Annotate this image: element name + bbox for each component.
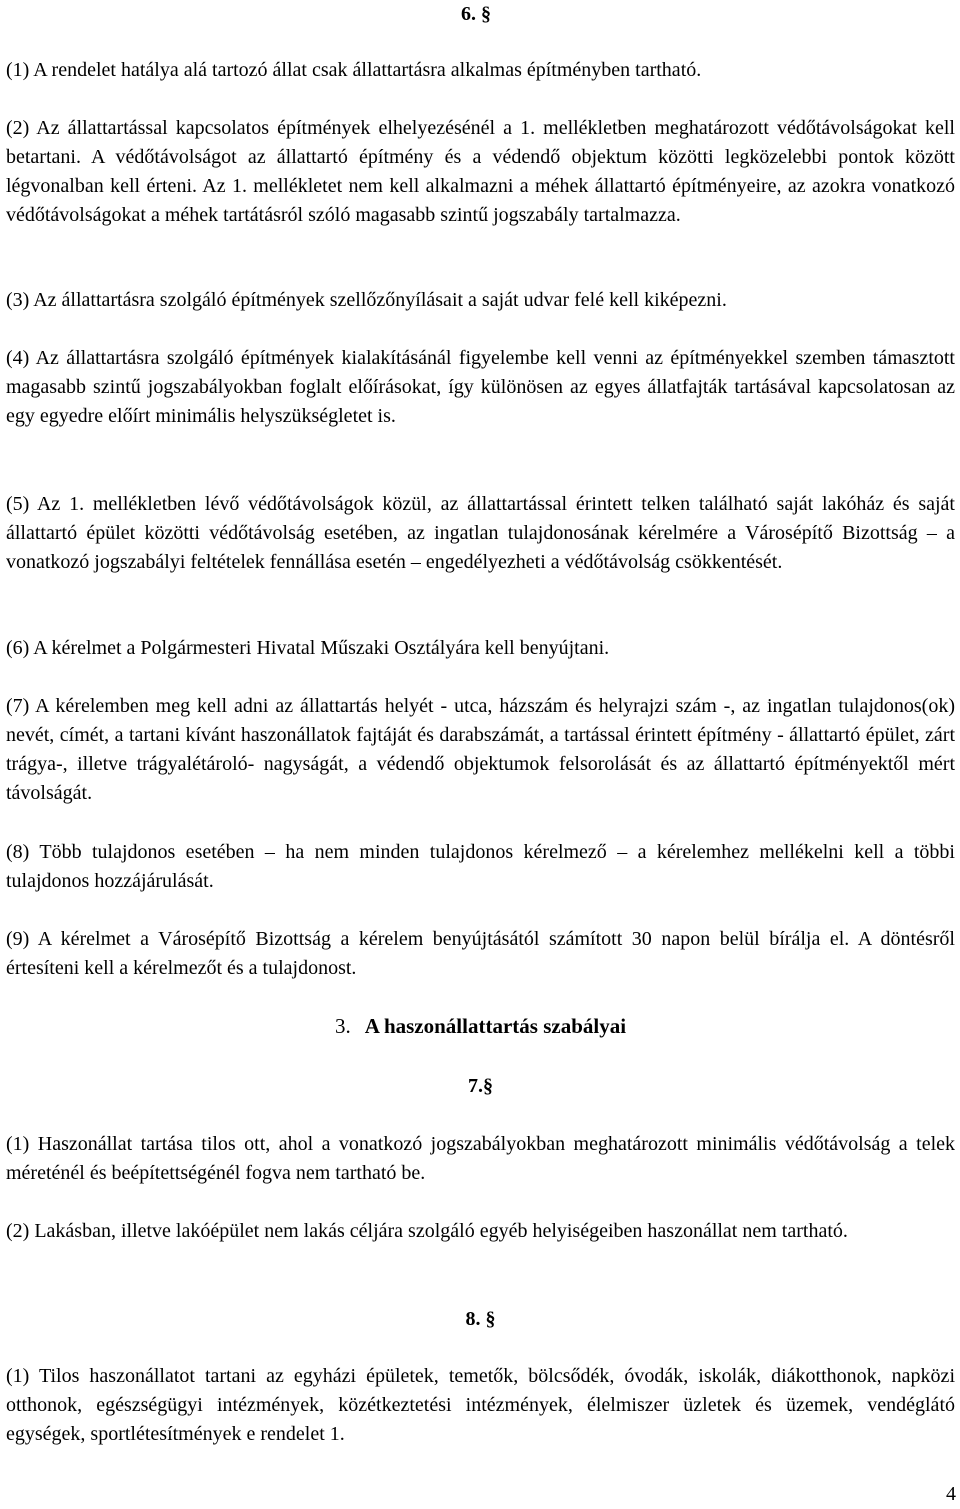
chapter-title: A haszonállattartás szabályai	[364, 1014, 627, 1038]
paragraph-text: (3) Az állattartásra szolgáló építmények szellőzőnyílásait a saját udvar felé kell kiképezni.	[6, 289, 727, 311]
page-number: 4	[946, 1483, 956, 1505]
paragraph-text: (7) A kérelemben meg kell adni az állattartás helyét - utca, házszám és helyrajzi szám -, az ingatlan tulajdonos(ok) nevét, címét, a tartani kívánt haszonállatok fajtáját és darabszámát, a tartással érintett építmény - állattartó épület, zárt trágya-, illetve trágyalétároló- nagyságát, a védendő objektumok felsorolását és az állattartó építményektől mért távolságát.	[6, 695, 955, 804]
paragraph-text: (9) A kérelmet a Városépítő Bizottság a kérelem benyújtásától számított 30 napon belül bírálja el. A döntésről értesíteni kell a kérelmezőt és a tulajdonost.	[6, 928, 955, 979]
section-6-paragraph-5	[6, 490, 955, 577]
chapter-3-heading	[6, 1012, 955, 1041]
section-6-paragraph-4	[6, 344, 955, 431]
section-6-paragraph-2	[6, 114, 955, 230]
section-6-paragraph-3	[6, 286, 955, 315]
section-8-heading: 8. §	[465, 1308, 496, 1330]
paragraph-text: (5) Az 1. mellékletben lévő védőtávolságok közül, az állattartással érintett telken található saját lakóház és saját állattartó épület közötti védőtávolság esetében, az ingatlan tulajdonosának kérelmére a Városépítő Bizottság – a vonatkozó jogszabályi feltételek fennállása esetén – engedélyezheti a védőtávolság csökkentését.	[6, 493, 955, 573]
section-7-paragraph-2	[6, 1217, 955, 1246]
paragraph-text: (1) A rendelet hatálya alá tartozó állat csak állattartásra alkalmas építményben tartható.	[6, 59, 702, 81]
section-6-heading: 6. §	[461, 3, 491, 25]
paragraph-text: (8) Több tulajdonos esetében – ha nem minden tulajdonos kérelmező – a kérelemhez mellékelni kell a többi tulajdonos hozzájárulását.	[6, 841, 955, 892]
section-6-paragraph-6	[6, 634, 955, 663]
chapter-number: 3.	[334, 1014, 351, 1038]
section-7-paragraph-1	[6, 1130, 955, 1188]
paragraph-text: (4) Az állattartásra szolgáló építmények kialakításánál figyelembe kell venni az építményekkel szemben támasztott magasabb szintű jogszabályokban foglalt előírásokat, így különösen az egyes állatfajták tartásával kapcsolatosan az egy egyedre előírt minimális helyszükségletet is.	[6, 347, 955, 427]
section-6-paragraph-1	[6, 56, 955, 85]
section-7-heading: 7.§	[468, 1075, 493, 1097]
paragraph-text: (1) Haszonállat tartása tilos ott, ahol a vonatkozó jogszabályokban meghatározott minimális védőtávolság a telek méreténél és beépítettségénél fogva nem tartható be.	[6, 1133, 955, 1184]
paragraph-text: (1) Tilos haszonállatot tartani az egyházi épületek, temetők, bölcsődék, óvodák, iskolák, diákotthonok, napközi otthonok, egészségügyi intézmények, közétkeztetési intézmények, élelmiszer üzletek és üzemek, vendéglátó egységek, sportlétesítmények e rendelet 1.	[6, 1365, 955, 1445]
section-8-paragraph-1	[6, 1362, 955, 1449]
paragraph-text: (2) Az állattartással kapcsolatos építmények elhelyezésénél a 1. mellékletben meghatározott védőtávolságokat kell betartani. A védőtávolságot az állattartó építmény és a védendő objektum közötti legközelebbi pontok között légvonalban kell érteni. Az 1. mellékletet nem kell alkalmazni a méhek állattartó építményeire, az azokra vonatkozó védőtávolságokat a méhek tartátásról szóló magasabb szintű jogszabály tartalmazza.	[6, 117, 955, 226]
section-6-paragraph-7	[6, 692, 955, 808]
paragraph-text: (2) Lakásban, illetve lakóépület nem lakás céljára szolgáló egyéb helyiségeiben haszonállat nem tartható.	[6, 1220, 848, 1242]
paragraph-text: (6) A kérelmet a Polgármesteri Hivatal Műszaki Osztályára kell benyújtani.	[6, 637, 610, 659]
section-6-paragraph-9	[6, 925, 955, 983]
section-6-paragraph-8	[6, 838, 955, 896]
